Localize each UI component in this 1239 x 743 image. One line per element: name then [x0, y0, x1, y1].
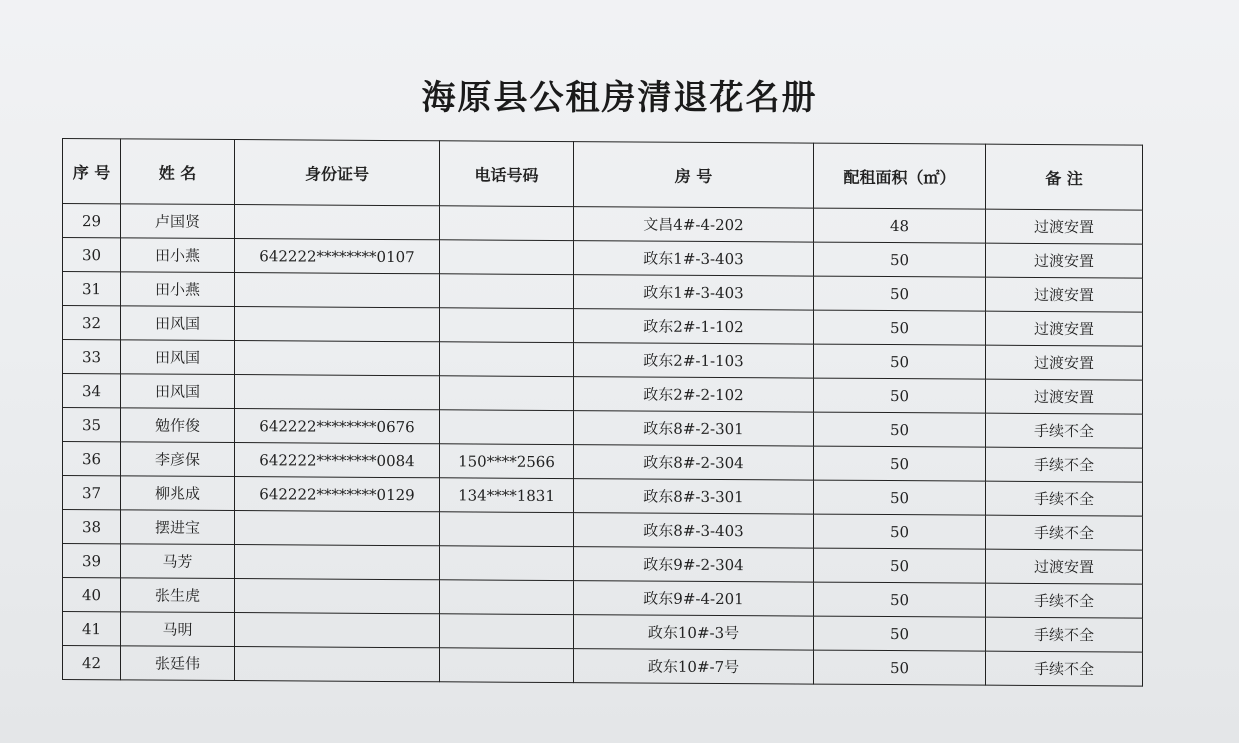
cell-room: 政东9#-2-304 — [574, 547, 814, 582]
cell-phone: 134****1831 — [440, 478, 574, 513]
cell-serial: 32 — [63, 306, 121, 340]
cell-phone — [440, 274, 574, 309]
cell-room: 政东8#-3-301 — [574, 479, 814, 514]
cell-room: 政东10#-3号 — [574, 615, 814, 650]
cell-phone — [440, 614, 574, 649]
cell-room: 政东1#-3-403 — [574, 241, 814, 276]
cell-name: 田风国 — [121, 374, 235, 409]
cell-name: 卢国贤 — [121, 204, 235, 239]
cell-room: 政东2#-1-103 — [574, 343, 814, 378]
cell-serial: 42 — [63, 646, 121, 680]
cell-phone — [440, 342, 574, 377]
cell-area: 50 — [814, 276, 986, 311]
cell-phone — [440, 206, 574, 241]
cell-area: 50 — [814, 378, 986, 413]
cell-area: 50 — [814, 582, 986, 617]
cell-remark: 手续不全 — [986, 651, 1143, 686]
cell-id: 642222********0129 — [235, 477, 440, 512]
cell-area: 50 — [814, 310, 986, 345]
cell-area: 48 — [814, 208, 986, 243]
header-id-number: 身份证号 — [235, 140, 440, 206]
roster-table — [62, 138, 1143, 687]
cell-phone — [440, 546, 574, 581]
cell-id — [235, 647, 440, 682]
cell-room: 政东10#-7号 — [574, 649, 814, 684]
cell-room: 政东9#-4-201 — [574, 581, 814, 616]
cell-name: 摆进宝 — [121, 510, 235, 545]
cell-phone — [440, 648, 574, 683]
cell-serial: 41 — [63, 612, 121, 646]
cell-remark: 过渡安置 — [986, 277, 1143, 312]
cell-name: 张廷伟 — [121, 646, 235, 681]
cell-name: 田小燕 — [121, 272, 235, 307]
cell-area: 50 — [814, 548, 986, 583]
cell-id — [235, 511, 440, 546]
cell-remark: 手续不全 — [986, 515, 1143, 550]
cell-serial: 39 — [63, 544, 121, 578]
cell-id — [235, 579, 440, 614]
cell-serial: 40 — [63, 578, 121, 612]
cell-remark: 过渡安置 — [986, 311, 1143, 346]
cell-room: 政东8#-3-403 — [574, 513, 814, 548]
table-row — [63, 646, 1143, 687]
cell-remark: 过渡安置 — [986, 549, 1143, 584]
cell-id: 642222********0084 — [235, 443, 440, 478]
cell-room: 政东8#-2-301 — [574, 411, 814, 446]
cell-phone — [440, 580, 574, 615]
cell-serial: 37 — [63, 476, 121, 510]
cell-area: 50 — [814, 242, 986, 277]
cell-name: 勉作俊 — [121, 408, 235, 443]
header-rental-area: 配租面积（㎡） — [814, 143, 986, 209]
cell-serial: 34 — [63, 374, 121, 408]
cell-room: 政东2#-1-102 — [574, 309, 814, 344]
document-title: 海原县公租房清退花名册 — [421, 78, 818, 118]
cell-id: 642222********0676 — [235, 409, 440, 444]
header-name: 姓 名 — [121, 139, 235, 205]
cell-id — [235, 205, 440, 240]
cell-remark: 手续不全 — [986, 447, 1143, 482]
cell-room: 文昌4#-4-202 — [574, 207, 814, 242]
cell-id — [235, 273, 440, 308]
cell-remark: 手续不全 — [986, 413, 1143, 448]
cell-room: 政东1#-3-403 — [574, 275, 814, 310]
cell-area: 50 — [814, 514, 986, 549]
cell-name: 马芳 — [121, 544, 235, 579]
cell-area: 50 — [814, 446, 986, 481]
cell-serial: 30 — [63, 238, 121, 272]
cell-id: 642222********0107 — [235, 239, 440, 274]
cell-area: 50 — [814, 412, 986, 447]
cell-remark: 手续不全 — [986, 617, 1143, 652]
cell-room: 政东2#-2-102 — [574, 377, 814, 412]
cell-id — [235, 307, 440, 342]
header-remarks: 备 注 — [986, 144, 1143, 210]
cell-name: 马明 — [121, 612, 235, 647]
cell-name: 田风国 — [121, 340, 235, 375]
cell-area: 50 — [814, 344, 986, 379]
cell-room: 政东8#-2-304 — [574, 445, 814, 480]
cell-serial: 31 — [63, 272, 121, 306]
cell-remark: 手续不全 — [986, 481, 1143, 516]
cell-area: 50 — [814, 480, 986, 515]
cell-serial: 38 — [63, 510, 121, 544]
table-header-row — [63, 139, 1143, 211]
cell-phone — [440, 376, 574, 411]
header-phone: 电话号码 — [440, 141, 574, 207]
cell-serial: 33 — [63, 340, 121, 374]
cell-name: 张生虎 — [121, 578, 235, 613]
cell-area: 50 — [814, 616, 986, 651]
cell-serial: 36 — [63, 442, 121, 476]
cell-name: 李彦保 — [121, 442, 235, 477]
cell-phone — [440, 240, 574, 275]
cell-id — [235, 613, 440, 648]
cell-phone — [440, 410, 574, 445]
cell-remark: 手续不全 — [986, 583, 1143, 618]
cell-name: 田风国 — [121, 306, 235, 341]
cell-phone: 150****2566 — [440, 444, 574, 479]
cell-remark: 过渡安置 — [986, 345, 1143, 380]
cell-phone — [440, 512, 574, 547]
cell-id — [235, 375, 440, 410]
cell-id — [235, 545, 440, 580]
cell-area: 50 — [814, 650, 986, 685]
cell-id — [235, 341, 440, 376]
cell-remark: 过渡安置 — [986, 243, 1143, 278]
cell-phone — [440, 308, 574, 343]
cell-serial: 35 — [63, 408, 121, 442]
header-serial-number: 序 号 — [63, 139, 121, 204]
cell-name: 柳兆成 — [121, 476, 235, 511]
header-room-number: 房 号 — [574, 142, 814, 208]
cell-serial: 29 — [63, 204, 121, 238]
cell-remark: 过渡安置 — [986, 209, 1143, 244]
cell-remark: 过渡安置 — [986, 379, 1143, 414]
cell-name: 田小燕 — [121, 238, 235, 273]
